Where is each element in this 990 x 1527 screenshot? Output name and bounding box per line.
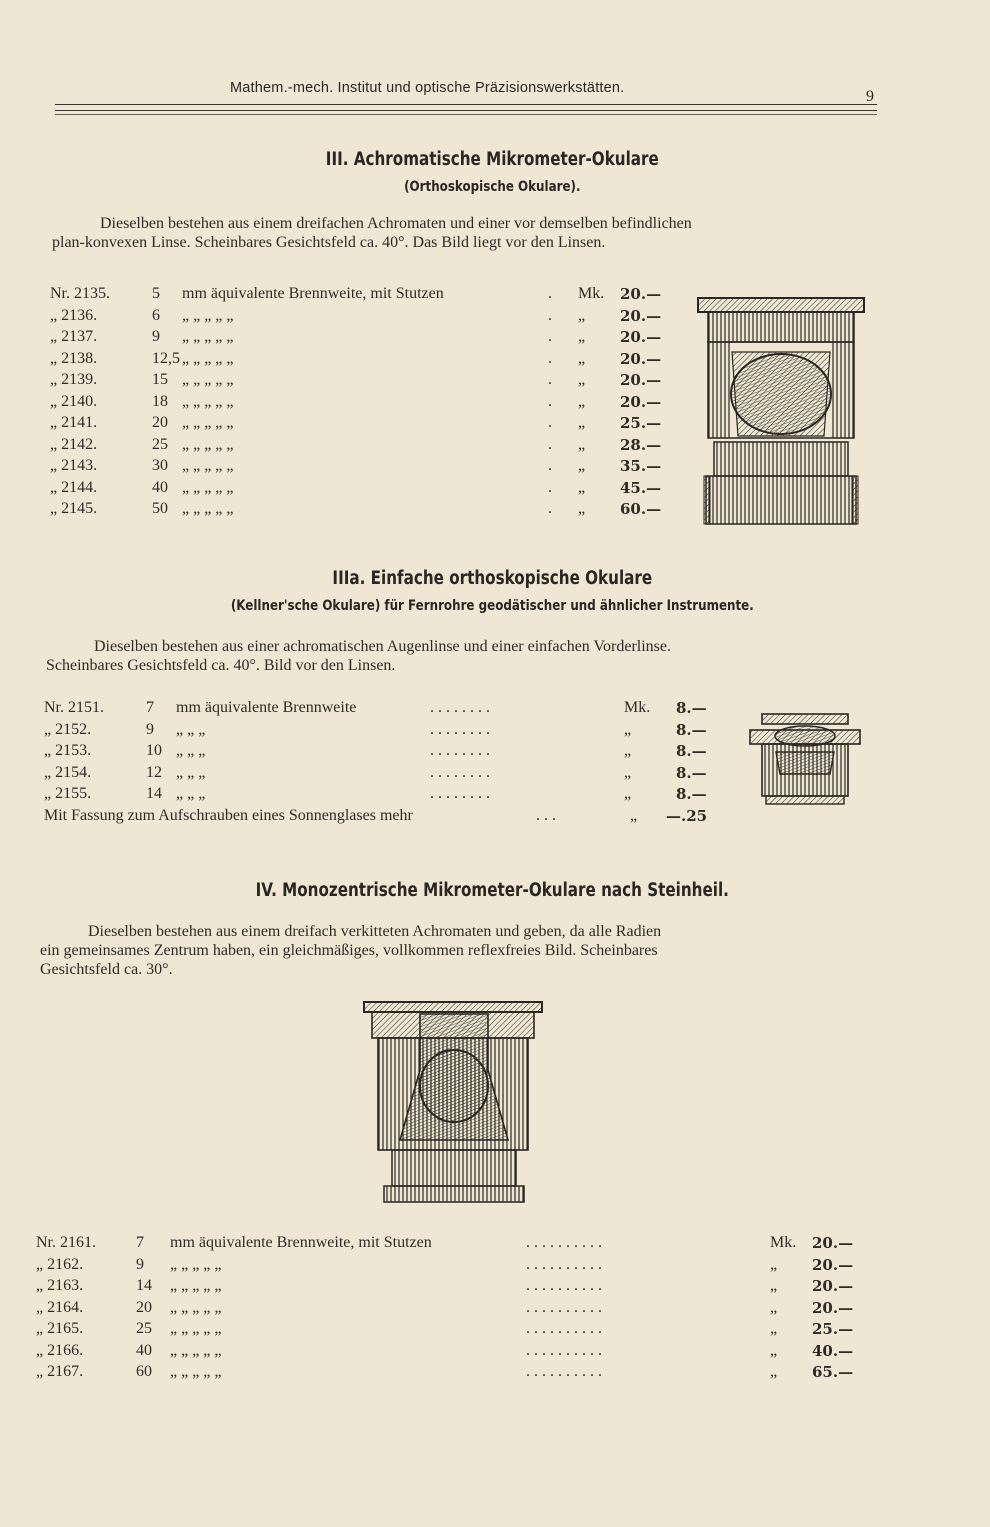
item-description: „ „ „ „ „ [170, 1363, 222, 1380]
price: 40.— [812, 1341, 854, 1360]
price: 25.— [620, 414, 662, 432]
item-description: „ „ „ „ „ [182, 306, 234, 324]
price-unit: „ [578, 392, 586, 410]
price-unit: „ [630, 807, 638, 824]
item-description: „ „ „ „ „ [170, 1298, 222, 1316]
focal-length-mm: 50 [152, 500, 168, 517]
item-description: „ „ „ [176, 763, 206, 781]
section-4-title: IV. Monozentrische Mikrometer-Okulare nach Steinheil. [255, 880, 729, 901]
item-number: „ 2144. [50, 478, 98, 496]
price: 8.— [676, 763, 707, 782]
item-number: „ 2143. [50, 457, 98, 474]
item-number: „ 2138. [50, 349, 98, 367]
focal-length-mm: 12,5 [152, 349, 180, 367]
price: 20.— [620, 328, 662, 346]
focal-length-mm: 20 [136, 1298, 152, 1316]
price-unit: Mk. [770, 1234, 797, 1251]
focal-length-mm: 15 [152, 371, 168, 388]
item-description: „ „ „ [176, 720, 206, 738]
leader-dots: . . . . . . . . . . [526, 1255, 602, 1273]
leader-dots: . . . . . . . . [430, 720, 490, 738]
price-unit: „ [770, 1298, 778, 1316]
item-number: Nr. 2161. [36, 1234, 96, 1251]
item-description: „ „ „ „ „ [170, 1277, 222, 1294]
item-description: „ „ „ „ „ [170, 1341, 222, 1359]
focal-length-mm: 25 [136, 1320, 152, 1337]
focal-length-mm: 7 [136, 1234, 144, 1251]
item-description: mm äquivalente Brennweite, mit Stutzen [170, 1234, 432, 1251]
item-number: „ 2136. [50, 306, 98, 324]
focal-length-mm: 6 [152, 306, 160, 324]
price-unit: „ [578, 414, 586, 431]
item-number: „ 2162. [36, 1255, 84, 1273]
price: 25.— [812, 1320, 854, 1338]
leader-dots: . [548, 306, 552, 324]
focal-length-mm: 7 [146, 699, 154, 716]
price: —.25 [666, 807, 708, 825]
focal-length-mm: 9 [136, 1255, 144, 1273]
item-description: „ „ „ „ „ [182, 328, 234, 345]
price: 20.— [620, 371, 662, 389]
focal-length-mm: 5 [152, 285, 160, 302]
item-description: „ „ „ [176, 742, 206, 759]
header-rule [55, 114, 877, 115]
leader-dots: . [548, 414, 552, 431]
item-number: „ 2163. [36, 1277, 84, 1294]
leader-dots: . [548, 392, 552, 410]
item-number: Nr. 2151. [44, 699, 104, 716]
item-description: „ „ „ „ „ [182, 349, 234, 367]
monocentric-eyepiece-figure [362, 1000, 544, 1206]
leader-dots: . . . . . . . . . . [526, 1363, 602, 1380]
page-number: 9 [866, 88, 874, 105]
item-description: mm äquivalente Brennweite, mit Stutzen [182, 285, 444, 302]
item-description: „ „ „ „ „ [170, 1255, 222, 1273]
price: 65.— [812, 1363, 854, 1381]
price: 20.— [812, 1255, 854, 1274]
price-unit: „ [770, 1341, 778, 1359]
item-number: „ 2139. [50, 371, 98, 388]
section-3a-subtitle: (Kellner'sche Okulare) für Fernrohre geodätischer und ähnlicher Instrumente. [230, 598, 754, 614]
price-unit: „ [578, 371, 586, 388]
item-description: „ „ „ „ „ [182, 414, 234, 431]
price: 45.— [620, 478, 662, 497]
leader-dots: . . . . . . . . . . [526, 1277, 602, 1294]
description-line: Gesichtsfeld ca. 30°. [40, 961, 173, 978]
item-number: „ 2164. [36, 1298, 84, 1316]
price: 20.— [620, 306, 662, 325]
header-rule [55, 104, 877, 105]
item-description: „ „ „ [176, 785, 206, 802]
section-3-subtitle: (Orthoskopische Okulare). [404, 179, 581, 195]
focal-length-mm: 14 [136, 1277, 152, 1294]
price: 20.— [620, 285, 662, 303]
item-description: „ „ „ „ „ [182, 478, 234, 496]
price: 28.— [620, 435, 662, 454]
description-line: Scheinbares Gesichtsfeld ca. 40°. Bild vor den Linsen. [46, 657, 396, 674]
price-unit: „ [578, 306, 586, 324]
price: 8.— [676, 720, 707, 739]
price-unit: „ [624, 720, 632, 738]
focal-length-mm: 60 [136, 1363, 152, 1380]
item-number: „ 2140. [50, 392, 98, 410]
price-unit: „ [578, 349, 586, 367]
leader-dots: . . . . . . . . [430, 699, 490, 716]
extra-description: Mit Fassung zum Aufschrauben eines Sonnenglases mehr [44, 807, 413, 824]
section-3a-title: IIIa. Einfache orthoskopische Okulare [332, 568, 653, 589]
focal-length-mm: 30 [152, 457, 168, 474]
description-line: plan-konvexen Linse. Scheinbares Gesichtsfeld ca. 40°. Das Bild liegt vor den Linsen. [52, 234, 606, 251]
focal-length-mm: 9 [152, 328, 160, 345]
item-number: „ 2165. [36, 1320, 84, 1337]
focal-length-mm: 20 [152, 414, 168, 431]
running-head: Mathem.-mech. Institut und optische Präzisionswerkstätten. [230, 80, 625, 96]
price-unit: „ [578, 457, 586, 474]
price-unit: „ [578, 435, 586, 453]
price: 20.— [812, 1234, 854, 1252]
item-number: „ 2141. [50, 414, 98, 431]
price-unit: Mk. [578, 285, 605, 302]
price: 20.— [620, 392, 662, 411]
price: 20.— [620, 349, 662, 368]
leader-dots: . [548, 435, 552, 453]
focal-length-mm: 25 [152, 435, 168, 453]
item-number: Nr. 2135. [50, 285, 110, 302]
item-number: „ 2166. [36, 1341, 84, 1359]
item-description: „ „ „ „ „ [182, 435, 234, 453]
item-description: „ „ „ „ „ [170, 1320, 222, 1337]
item-description: „ „ „ „ „ [182, 457, 234, 474]
price-unit: „ [770, 1320, 778, 1337]
leader-dots: . [548, 371, 552, 388]
price-unit: Mk. [624, 699, 651, 716]
price-unit: „ [770, 1255, 778, 1273]
description-line: Dieselben bestehen aus einer achromatischen Augenlinse und einer einfachen Vorderlinse. [94, 638, 671, 655]
item-description: mm äquivalente Brennweite [176, 699, 357, 716]
item-description: „ „ „ „ „ [182, 392, 234, 410]
leader-dots: . . . . . . . . . . [526, 1234, 602, 1251]
section-3-description [52, 214, 874, 252]
price: 60.— [620, 500, 662, 518]
price: 8.— [676, 785, 707, 803]
leader-dots: . [548, 285, 552, 302]
table-row [44, 807, 724, 828]
focal-length-mm: 14 [146, 785, 162, 802]
price: 20.— [812, 1277, 854, 1295]
description-line: ein gemeinsames Zentrum haben, ein gleichmäßiges, vollkommen reflexfreies Bild. Scheinbares [40, 942, 658, 959]
item-description: „ „ „ „ „ [182, 500, 234, 517]
leader-dots: . . . . . . . . . . [526, 1298, 602, 1316]
leader-dots: . . . . . . . . . . [526, 1320, 602, 1337]
price-unit: „ [578, 328, 586, 345]
price-unit: „ [578, 500, 586, 517]
item-number: „ 2142. [50, 435, 98, 453]
item-number: „ 2153. [44, 742, 92, 759]
price: 35.— [620, 457, 662, 475]
kellner-eyepiece-figure [748, 712, 862, 806]
section-3a-description [46, 637, 869, 675]
price-unit: „ [578, 478, 586, 496]
price-unit: „ [624, 785, 632, 802]
focal-length-mm: 40 [136, 1341, 152, 1359]
leader-dots: . [548, 349, 552, 367]
focal-length-mm: 18 [152, 392, 168, 410]
focal-length-mm: 40 [152, 478, 168, 496]
item-number: „ 2154. [44, 763, 92, 781]
leader-dots: . [548, 500, 552, 517]
price-unit: „ [624, 763, 632, 781]
leader-dots: . . . . . . . . [430, 742, 490, 759]
leader-dots: . . . . . . . . [430, 785, 490, 802]
leader-dots: . . . . . . . . [430, 763, 490, 781]
item-number: „ 2155. [44, 785, 92, 802]
eyepiece-cross-section-figure [696, 296, 866, 528]
description-line: Dieselben bestehen aus einem dreifach verkitteten Achromaten und geben, da alle Radien [88, 923, 662, 940]
leader-dots: . . . . . . . . . . [526, 1341, 602, 1359]
section-4-description [40, 922, 864, 979]
price: 8.— [676, 742, 707, 760]
description-line: Dieselben bestehen aus einem dreifachen Achromaten und einer vor demselben befindlichen [100, 215, 692, 232]
item-number: „ 2167. [36, 1363, 84, 1380]
item-number: „ 2152. [44, 720, 92, 738]
leader-dots: . . . [536, 807, 556, 824]
leader-dots: . [548, 328, 552, 345]
focal-length-mm: 10 [146, 742, 162, 759]
focal-length-mm: 12 [146, 763, 162, 781]
price-unit: „ [770, 1363, 778, 1380]
price-unit: „ [770, 1277, 778, 1294]
price-unit: „ [624, 742, 632, 759]
item-number: „ 2137. [50, 328, 98, 345]
header-rule [55, 110, 877, 111]
price: 20.— [812, 1298, 854, 1317]
leader-dots: . [548, 457, 552, 474]
price: 8.— [676, 699, 707, 717]
focal-length-mm: 9 [146, 720, 154, 738]
item-description: „ „ „ „ „ [182, 371, 234, 388]
section-3-title: III. Achromatische Mikrometer-Okulare [325, 149, 659, 170]
item-number: „ 2145. [50, 500, 98, 517]
leader-dots: . [548, 478, 552, 496]
